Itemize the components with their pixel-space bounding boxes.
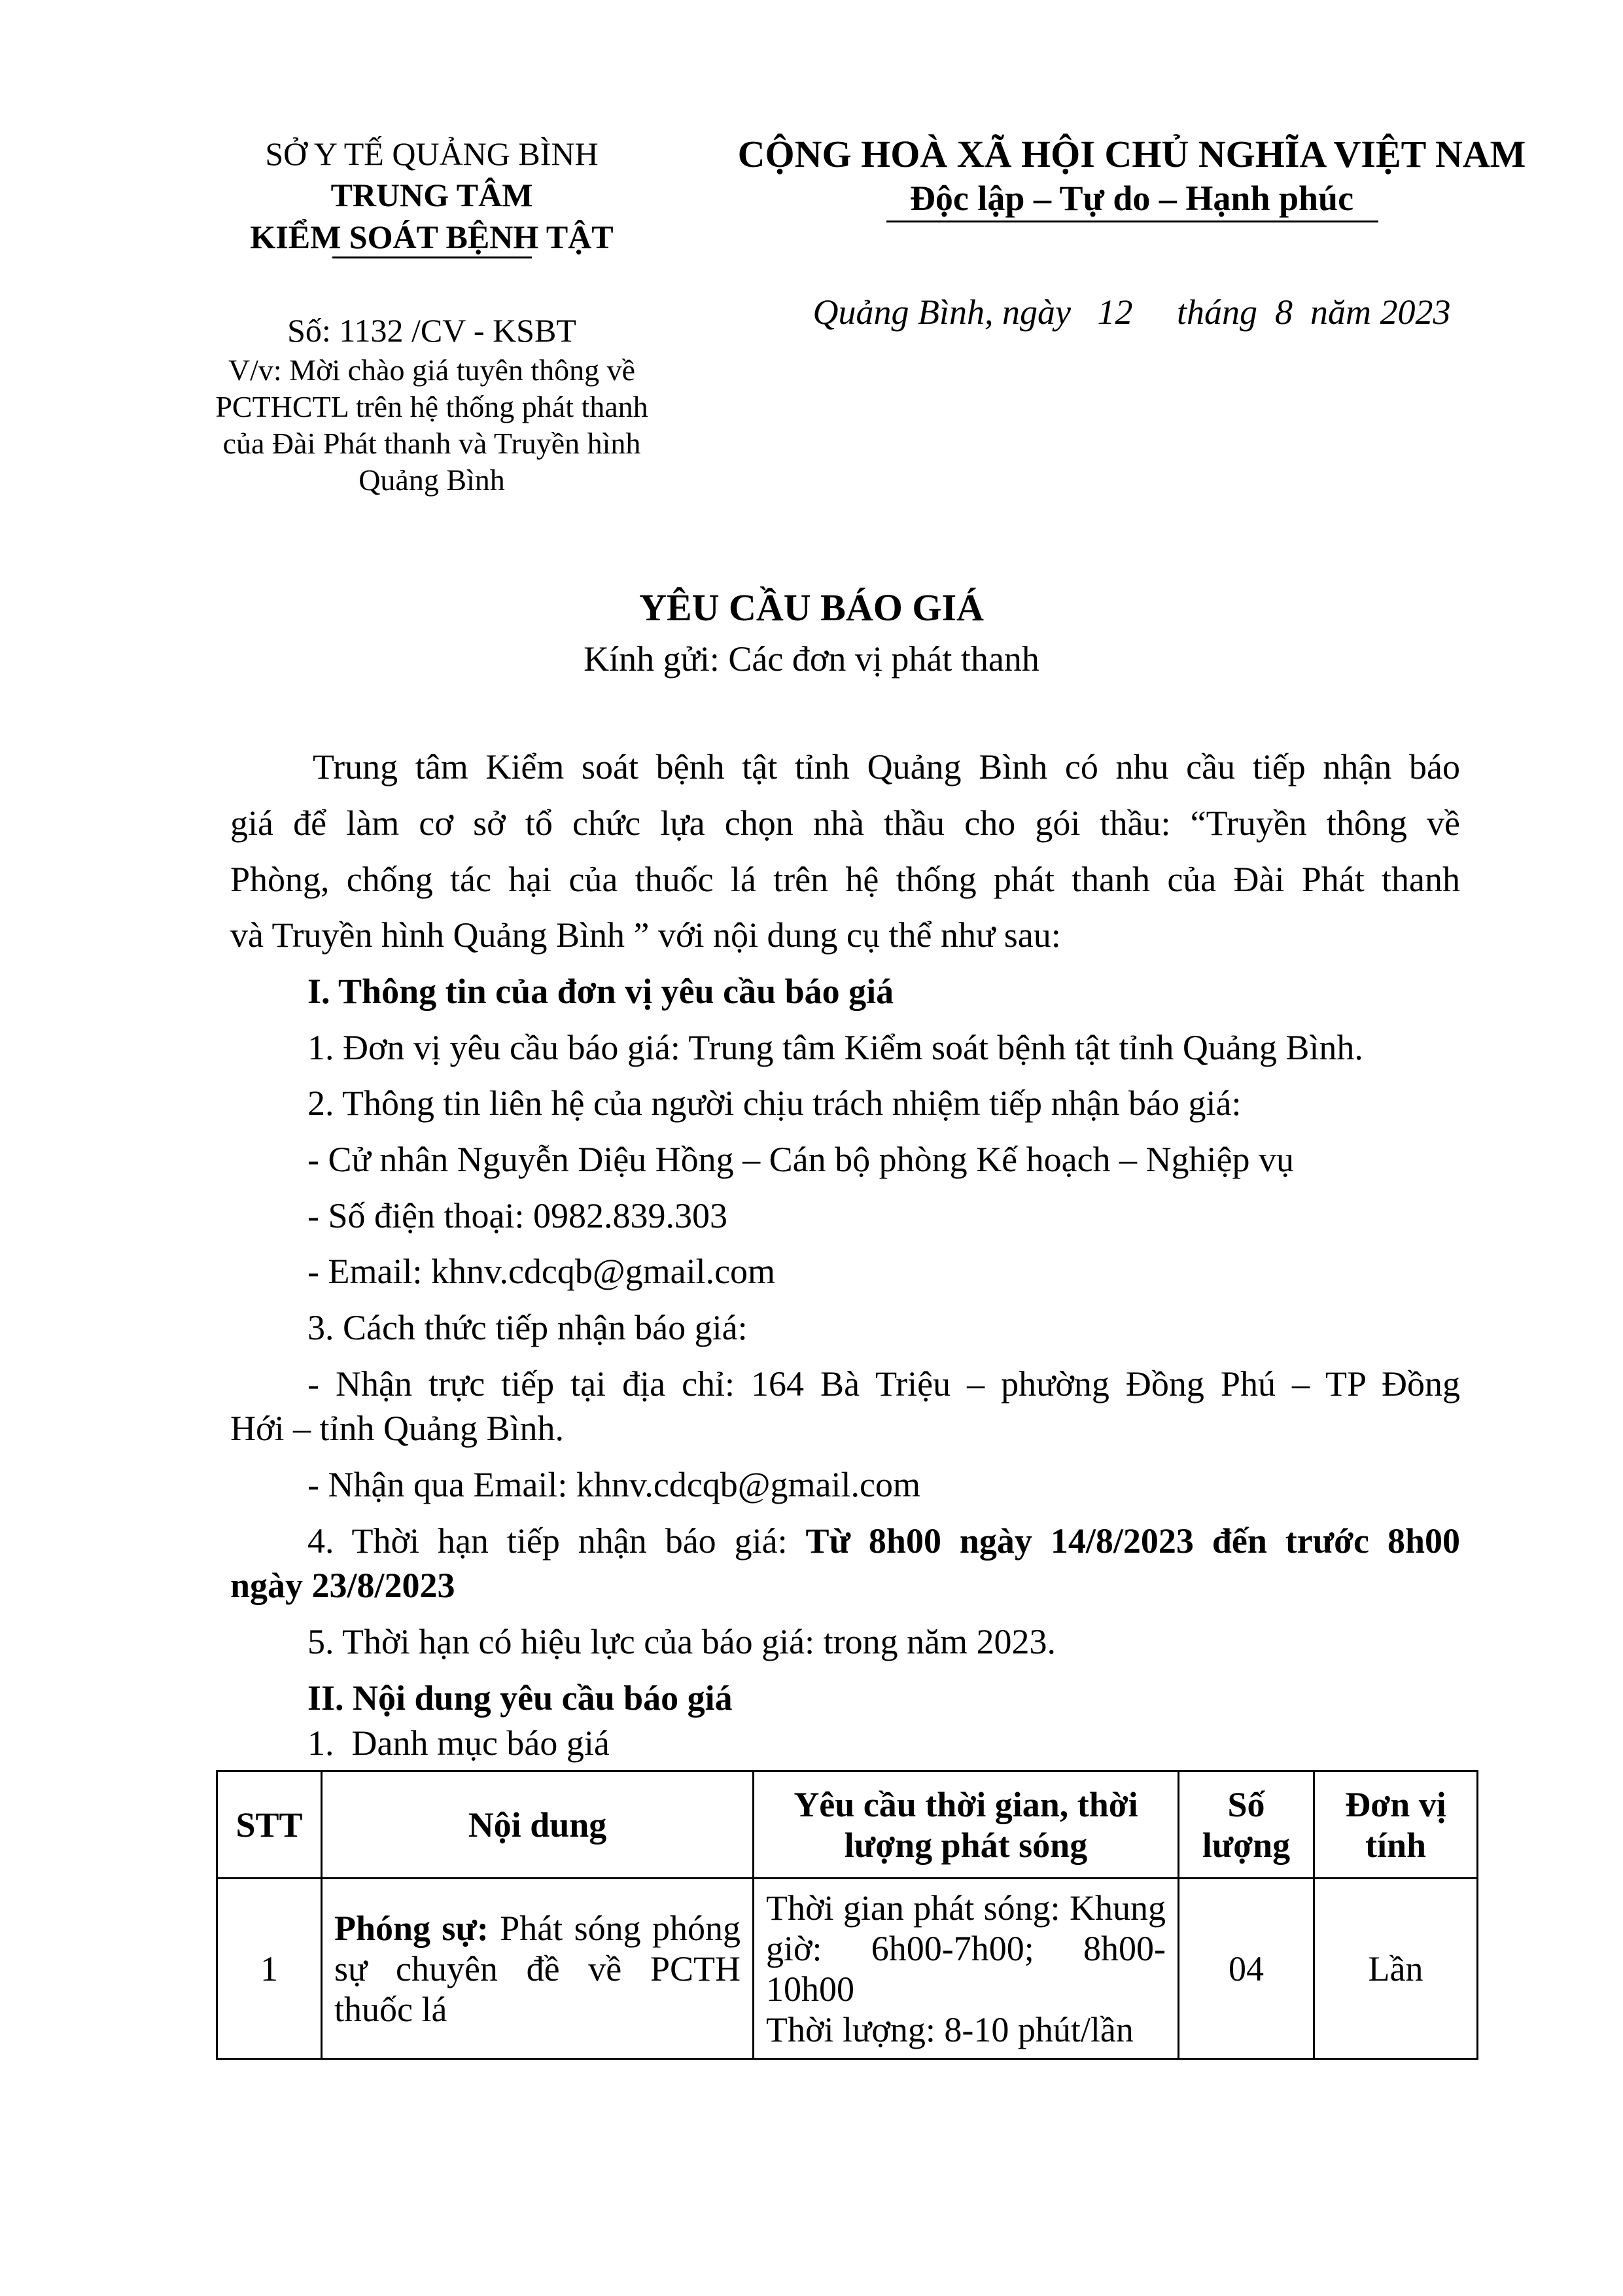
national-motto: Độc lập – Tự do – Hạnh phúc — [909, 179, 1354, 218]
section1-item4-line2: ngày 23/8/2023 — [230, 1566, 455, 1605]
unit-name-line1: TRUNG TÂM — [330, 177, 533, 213]
subject-line4: Quảng Bình — [358, 463, 505, 497]
header-time-requirement: Yêu cầu thời gian, thời lượng phát sóng — [754, 1771, 1179, 1879]
row-unit: Lần — [1314, 1879, 1478, 2059]
item4-prefix: 4. Thời hạn tiếp nhận báo giá: — [307, 1521, 806, 1561]
section1-item4-line1 — [307, 1521, 1460, 1561]
place-date: Quảng Bình, ngày 12 tháng 8 năm 2023 — [812, 292, 1451, 332]
contact-name: - Cử nhân Nguyễn Diệu Hồng – Cán bộ phòng Kế hoạch – Nghiệp vụ — [307, 1140, 1295, 1179]
agency-name: SỞ Y TẾ QUẢNG BÌNH — [265, 135, 599, 172]
header-unit: Đơn vị tính — [1314, 1771, 1478, 1879]
contact-phone: - Số điện thoại: 0982.839.303 — [307, 1196, 727, 1235]
row-content — [322, 1879, 754, 2059]
direct-address-line1: - Nhận trực tiếp tại địa chỉ: 164 Bà Triệu – phường Đồng Phú – TP Đồng — [307, 1364, 1460, 1404]
intro-line2: giá để làm cơ sở tổ chức lựa chọn nhà thầu cho gói thầu: “Truyền thông về — [230, 804, 1460, 843]
row-time-broadcast: Thời gian phát sóng: Khung giờ: 6h00-7h00; 8h00-10h00 — [766, 1888, 1166, 2009]
row-stt: 1 — [217, 1879, 322, 2059]
section1-item2: 2. Thông tin liên hệ của người chịu trách nhiệm tiếp nhận báo giá: — [307, 1084, 1242, 1123]
item4-deadline: Từ 8h00 ngày 14/8/2023 đến trước 8h00 — [805, 1521, 1461, 1561]
intro-line3: Phòng, chống tác hại của thuốc lá trên hệ thống phát thanh của Đài Phát thanh — [230, 860, 1460, 899]
section2-sub1: 1. Danh mục báo giá — [307, 1723, 610, 1763]
subject-line2: PCTHCTL trên hệ thống phát thanh — [215, 390, 648, 423]
intro-line4: và Truyền hình Quảng Bình ” với nội dung cụ thể như sau: — [230, 915, 1061, 955]
section1-heading: I. Thông tin của đơn vị yêu cầu báo giá — [307, 972, 894, 1011]
row-content-label: Phóng sự: — [334, 1908, 489, 1948]
intro-line1: Trung tâm Kiểm soát bệnh tật tỉnh Quảng Bình có nhu cầu tiếp nhận báo — [313, 747, 1460, 786]
row-quantity: 04 — [1179, 1879, 1314, 2059]
header-quantity: Số lượng — [1179, 1771, 1314, 1879]
recipient: Kính gửi: Các đơn vị phát thanh — [584, 639, 1039, 679]
subject-line1: V/v: Mời chào giá tuyên thông về — [228, 353, 636, 387]
quotation-table — [216, 1770, 1478, 2060]
section1-item1: 1. Đơn vị yêu cầu báo giá: Trung tâm Kiểm soát bệnh tật tỉnh Quảng Bình. — [307, 1028, 1363, 1067]
section1-item3: 3. Cách thức tiếp nhận báo giá: — [307, 1308, 748, 1347]
document-title: YÊU CẦU BÁO GIÁ — [639, 586, 984, 629]
unit-underline — [332, 256, 532, 258]
row-time-requirement — [754, 1879, 1179, 2059]
section2-heading: II. Nội dung yêu cầu báo giá — [307, 1678, 733, 1718]
table-row — [217, 1879, 1478, 2059]
row-time-duration: Thời lượng: 8-10 phút/lần — [766, 2009, 1134, 2049]
header-content: Nội dung — [322, 1771, 754, 1879]
motto-underline — [886, 221, 1378, 222]
contact-email: - Email: khnv.cdcqb@gmail.com — [307, 1252, 776, 1291]
document-number: Số: 1132 /CV - KSBT — [287, 312, 576, 349]
country-name: CỘNG HOÀ XÃ HỘI CHỦ NGHĨA VIỆT NAM — [737, 133, 1526, 175]
subject-line3: của Đài Phát thanh và Truyền hình — [222, 427, 641, 460]
via-email: - Nhận qua Email: khnv.cdcqb@gmail.com — [307, 1465, 920, 1504]
row-content-text: Phát sóng phóng sự chuyên đề về PCTH thuốc lá — [334, 1908, 741, 2029]
section1-item5: 5. Thời hạn có hiệu lực của báo giá: trong năm 2023. — [307, 1622, 1056, 1661]
unit-name-line2: KIỂM SOÁT BỆNH TẬT — [250, 219, 614, 255]
table-header-row — [217, 1771, 1478, 1879]
header-stt: STT — [217, 1771, 322, 1879]
direct-address-line2: Hới – tỉnh Quảng Bình. — [230, 1409, 565, 1448]
